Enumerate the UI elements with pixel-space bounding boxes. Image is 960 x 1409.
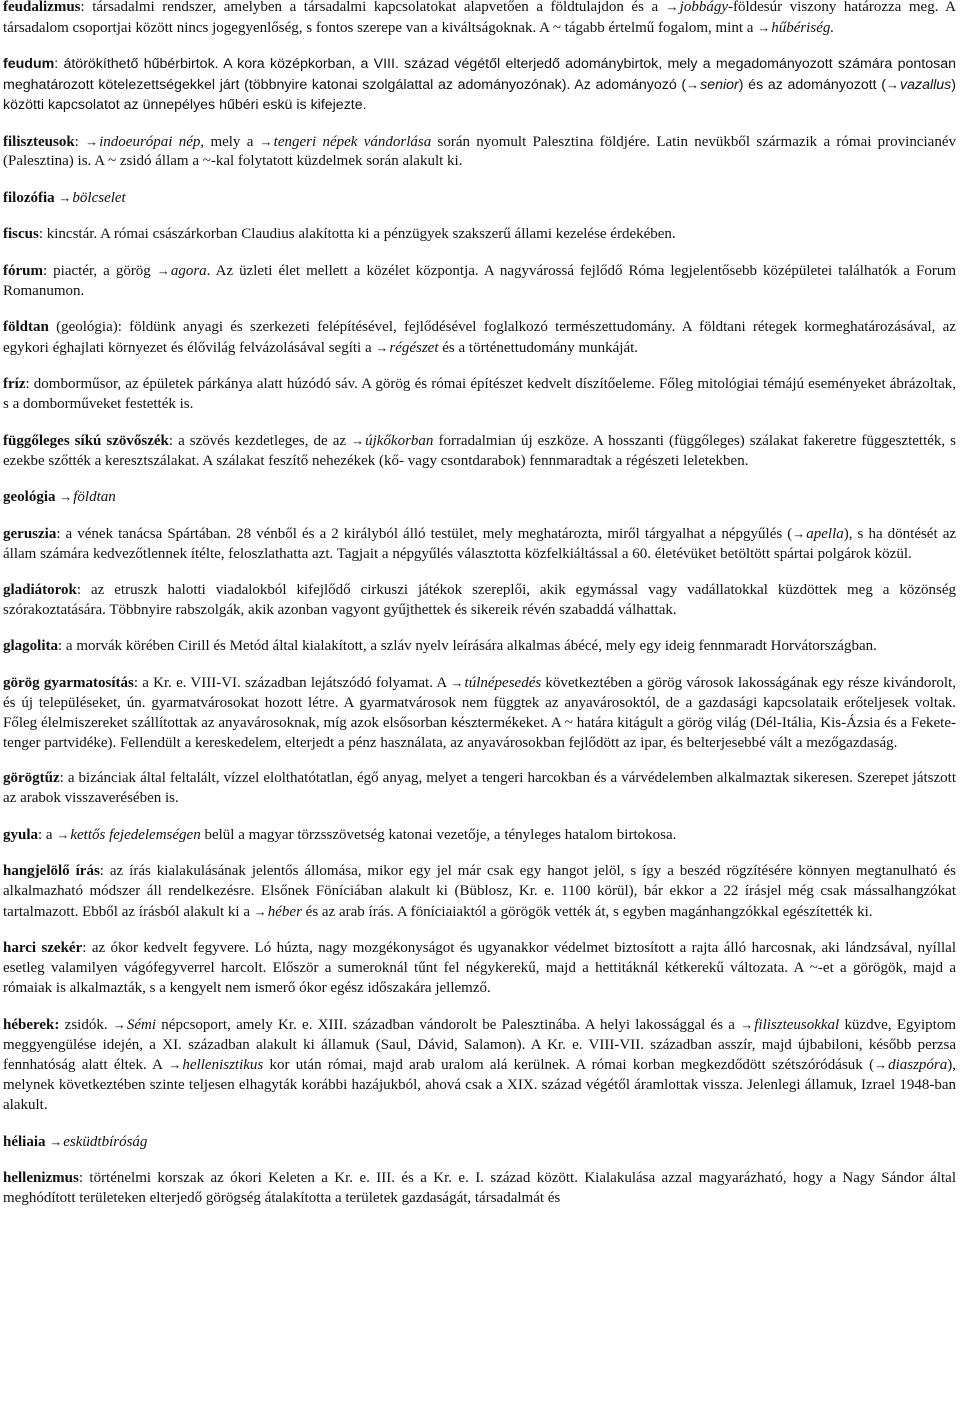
entry-text: : a [38,827,57,844]
entry-text: : átörökíthető hűbérbirtok. A kora középkorban, a VIII. század végétől elterjedő adománybirtok, mely a megadományozott számára pontosan meghatározott kötelezettségekkel járt (többnyire katonai szolgálattal az adományozónak). Az adományozó ( [3,55,956,93]
cross-reference-arrow-icon: → [156,263,170,279]
entry-text: következtében a görög városok lakosságának egy része kivándorolt, és új településeket, ún. gyarmatvárosokat hozott létre. A gyarmatvárosok nem függtek az anyavárosoktól, de a gazdasági kapcsolataik erőteljesek voltak. Főleg élelmiszereket szállítottak az anyavárosoknak, míg azok elsősorban késztermékeket. A ~ határa kitágult a görög világ (Dél-Itália, Kis-Ázsia és a Fekete-tenger partvidéke). Fellendült a kereskedelem, elterjedt a pénz használata, az anyavárosokban fejlődött az ipar, és belterjesebbé vált a mezőgazdaság. [3,674,956,751]
entry-term: fórum [3,263,43,280]
cross-reference-arrow-icon: → [351,432,365,448]
entry-text: ) és az adományozott ( [738,76,886,93]
entry-text: : társadalmi rendszer, amelyben a társadalmi kapcsolatokat alapvetően a földtulajdon és a [80,0,666,15]
entry-term: hellenizmus [3,1170,79,1187]
glossary-entry [3,487,956,508]
cross-reference: jobbágy [679,0,728,15]
entry-text: és az arab írás. A föníciaiaktól a görögök vették át, s egyben magánhangzókkal egészítették ki. [301,904,873,920]
entry-text: népcsoport, amely Kr. e. XIII. században vándorolt be Palesztinába. A helyi lakossággal és a [156,1016,741,1033]
entry-text: ), s ha döntését az állam számára kedvezőtlennek ítélte, feloszlathatta azt. Tagjait a népgyűlés választotta közfelkiáltással a 60. életévüket betöltött spártai polgárok közül. [3,526,957,563]
cross-reference: újkőkorban [365,432,434,449]
entry-text: és a történettudomány munkáját. [438,339,639,356]
cross-reference-arrow-icon: → [886,76,899,92]
entry-text: küzdve, Egyiptom meggyengülése idején, a XI. században alakult ki államuk (Saul, Dávid, Salamon). A Kr. e. VIII-VII. században asszír, majd újbabiloni, később perzsa fennhatóság alatt éltek. A [3,1016,956,1074]
cross-reference: földtan [73,489,116,506]
entry-term: geruszia [3,526,57,543]
entry-term: glagolita [3,637,58,654]
cross-reference: hellenisztikus [182,1057,264,1074]
cross-reference: kettős fejedelemségen [70,827,201,844]
entry-text: : a morvák körében Cirill és Metód által kialakított, a szláv nyelv leírására alkalmas ábécé, mely egy ideig fennmaradt Horvátországban. [58,637,877,654]
entry-text: : kincstár. A római császárkorban Claudius alakította ki a pénzügyek szakszerű állami kezelése érdekében. [38,226,676,243]
entry-term: gladiátorok [3,582,77,599]
entry-text: zsidók. [59,1016,113,1033]
cross-reference-arrow-icon: → [58,190,72,206]
entry-text: (geológia): földünk anyagi és szerkezeti felépítésével, fejlődésével foglalkozó természettudomány. A földtani rétegek kormeghatározásával, az egykori éghajlati környezet és élővilág felvázolásával segíti a [3,318,956,356]
glossary-entry [3,825,956,846]
cross-reference-arrow-icon: → [85,133,99,149]
entry-term: héberek: [3,1016,60,1033]
glossary-entry [3,637,956,657]
cross-reference-arrow-icon: → [740,1016,754,1032]
glossary-entry [3,1169,956,1209]
cross-reference: agora [170,263,207,280]
cross-reference-arrow-icon: → [59,489,73,505]
entry-term: hangjelölő írás [3,863,100,880]
glossary-entry [3,318,956,359]
entry-term: feudalizmus [3,0,81,15]
entry-term: földtan [3,318,49,335]
entry-term: feudum [3,55,55,72]
entry-text: : [74,133,86,150]
cross-reference-arrow-icon: → [168,1057,182,1073]
entry-term: fiscus [3,226,39,243]
cross-reference-arrow-icon: → [686,76,700,92]
entry-text: . Az üzleti élet mellett a közélet központja. A nagyvárossá fejlődő Róma legjelentősebb középületei találhatók a Forum Romanumon. [3,263,956,300]
glossary-entry [3,188,956,209]
entry-term: fríz [3,375,26,392]
entry-text: : a szövés kezdetleges, de az [168,432,352,449]
entry-text: : a bizánciak által feltalált, vízzel elolthatótatlan, égő anyag, melyet a tengeri harcokban és a várvédelemben alkalmaztak sikeresen. Szerepet játszott az arabok visszaverésében is. [3,770,956,807]
entry-text: : a vének tanácsa Spártában. 28 vénből és a 2 királyból álló testület, mely meghatározta, miről tárgyalhat a népgyűlés ( [56,526,793,543]
cross-reference-arrow-icon: → [792,526,806,542]
entry-term: héliaia [3,1134,46,1151]
entry-text: : piactér, a görög [43,263,157,280]
entry-text: során nyomult Palesztina földjére. Latin nevükből származik a római provincianév (Palesztina) is. A ~ zsidó állam a ~-kal folytatott küzdelmek során alakult ki. [3,133,956,170]
entry-text: -földesúr viszony határozza meg. A társadalom csoportjai között nincs jogegyenlőség, s fontos szerepe van a kiváltságoknak. A ~ tágabb értelmű fogalom, mint a [3,0,957,36]
cross-reference-arrow-icon: → [259,133,273,149]
cross-reference: hűbériség. [771,19,835,36]
glossary-entry [3,132,956,173]
entry-term: harci szekér [3,939,83,956]
cross-reference: tengeri népek vándorlása [273,133,432,150]
glossary-entry [3,524,956,565]
glossary-entry [3,0,956,39]
entry-term: gyula [3,827,39,844]
entry-text: : domborműsor, az épületek párkánya alatt húzódó sáv. A görög és római építészet kedvelt díszítőeleme. Főleg mitológiai témájú eseményeket ábrázoltak, s a domborműveket festették is. [3,375,956,412]
cross-reference: filiszteusokkal [754,1016,840,1033]
entry-text: : az etruszk halotti viadalokból kifejlődő cirkuszi játékok szereplői, akik egymással vagy vadállatokkal küzdöttek meg a közönség szórakoztatására. Többnyire rabszolgák, akik azonban vagyont gyűjthettek és sikereik révén szabaddá válhattak. [3,582,956,619]
cross-reference: senior [700,76,739,93]
cross-reference: Sémi [126,1016,157,1033]
glossary-entry [3,55,956,116]
entry-term: függőleges síkú szövőszék [3,432,169,449]
entry-term: görög gyarmatosítás [3,674,134,691]
cross-reference-arrow-icon: → [375,339,389,355]
cross-reference: bölcselet [72,190,126,207]
entry-term: filozófia [3,190,55,207]
entry-term: görögtűz [3,770,60,787]
cross-reference: régészet [389,339,439,356]
cross-reference-arrow-icon: → [665,0,679,14]
glossary-entry [3,431,956,472]
glossary-entry [3,261,956,302]
entry-text: : az ókor kedvelt fegyvere. Ló húzta, nagy mozgékonyságot és ugyanakkor védelmet biztosított a rajta álló harcosnak, aki lándzsával, nyíllal esetleg valamilyen vágófegyverrel harcolt. Először a sumeroknál tűnt fel négykerekű, majd a hettitáknál kétkerekű változata. A ~-et a görögök, majd a rómaiak is alkalmazták, s a kengyelt nem ismerő ókor egész időszakára jellemző. [3,939,956,996]
cross-reference: esküdtbíróság [63,1134,148,1151]
glossary-entry [3,225,956,245]
glossary-entry [3,862,956,923]
cross-reference: indoeurópai nép, [99,133,205,150]
glossary-entry [3,1015,956,1117]
glossary-entry [3,769,956,809]
cross-reference: apella [806,526,844,543]
entry-text: : történelmi korszak az ókori Keleten a Kr. e. III. és a Kr. e. I. század között. Kialakulása azzal magyarázható, hogy a Nagy Sándor által meghódított területeken elterjedő görögség átalakította a területek gazdaságát, társadalmát és [3,1170,956,1206]
entry-text: kor után római, majd arab uralom alá kerülnek. A római korban megkezdődött szétszóródásuk ( [263,1057,875,1074]
entry-text: belül a magyar törzsszövetség katonai vezetője, a tényleges hatalom birtokosa. [200,827,677,844]
cross-reference-arrow-icon: → [56,827,70,843]
cross-reference: diaszpóra [888,1057,948,1074]
cross-reference-arrow-icon: → [112,1016,126,1032]
entry-text: ) közötti kapcsolatot az ünnepélyes hűbéri eskü is kifejezte. [3,76,956,113]
cross-reference: vazallus [900,76,952,93]
entry-text: ), melynek következtében szinte teljesen elhagyták korábbi hazájukból, ahová csak a XIX. század végétől áramlottak vissza. Jelenlegi államuk, Izrael 1948-ban alakult. [3,1057,956,1114]
glossary-entry [3,673,956,754]
glossary-entry [3,939,956,999]
glossary-entry [3,1132,956,1153]
cross-reference: túlnépesedés [464,674,542,691]
entry-text: forradalmian új eszköze. A hosszanti (függőleges) szálakat fakeretre függesztették, s ezekbe szőtték a keresztszálakat. A szálakat feszítő nehezékek (kő- vagy csontdarabok) fennmaradtak a régészeti leletekben. [3,432,957,469]
cross-reference-arrow-icon: → [253,904,267,919]
entry-text: : a Kr. e. VIII-VI. században lejátszódó folyamat. A [133,674,451,691]
cross-reference-arrow-icon: → [450,674,464,690]
cross-reference-arrow-icon: → [874,1057,888,1073]
entry-text: : az írás kialakulásának jelentős állomása, mikor egy jel már csak egy hangot jelöl, s így a beszéd rögzítésére könnyen megtanulható és alkalmazható módszer áll rendelkezésre. Elsőnek Föníciában alakult ki (Büblosz, Kr. e. 1100 körül), bár ekkor a 22 írásjel még csak mássalhangzókat tartalmazott. Ebből az írásból alakult ki a [3,863,956,920]
cross-reference: héber [267,904,302,920]
glossary-entry [3,375,956,415]
glossary-entry [3,581,956,621]
cross-reference-arrow-icon: → [757,19,771,35]
cross-reference-arrow-icon: → [49,1134,63,1150]
entry-term: filiszteusok [3,133,75,150]
entry-term: geológia [3,489,56,506]
entry-text: mely a [204,133,260,150]
